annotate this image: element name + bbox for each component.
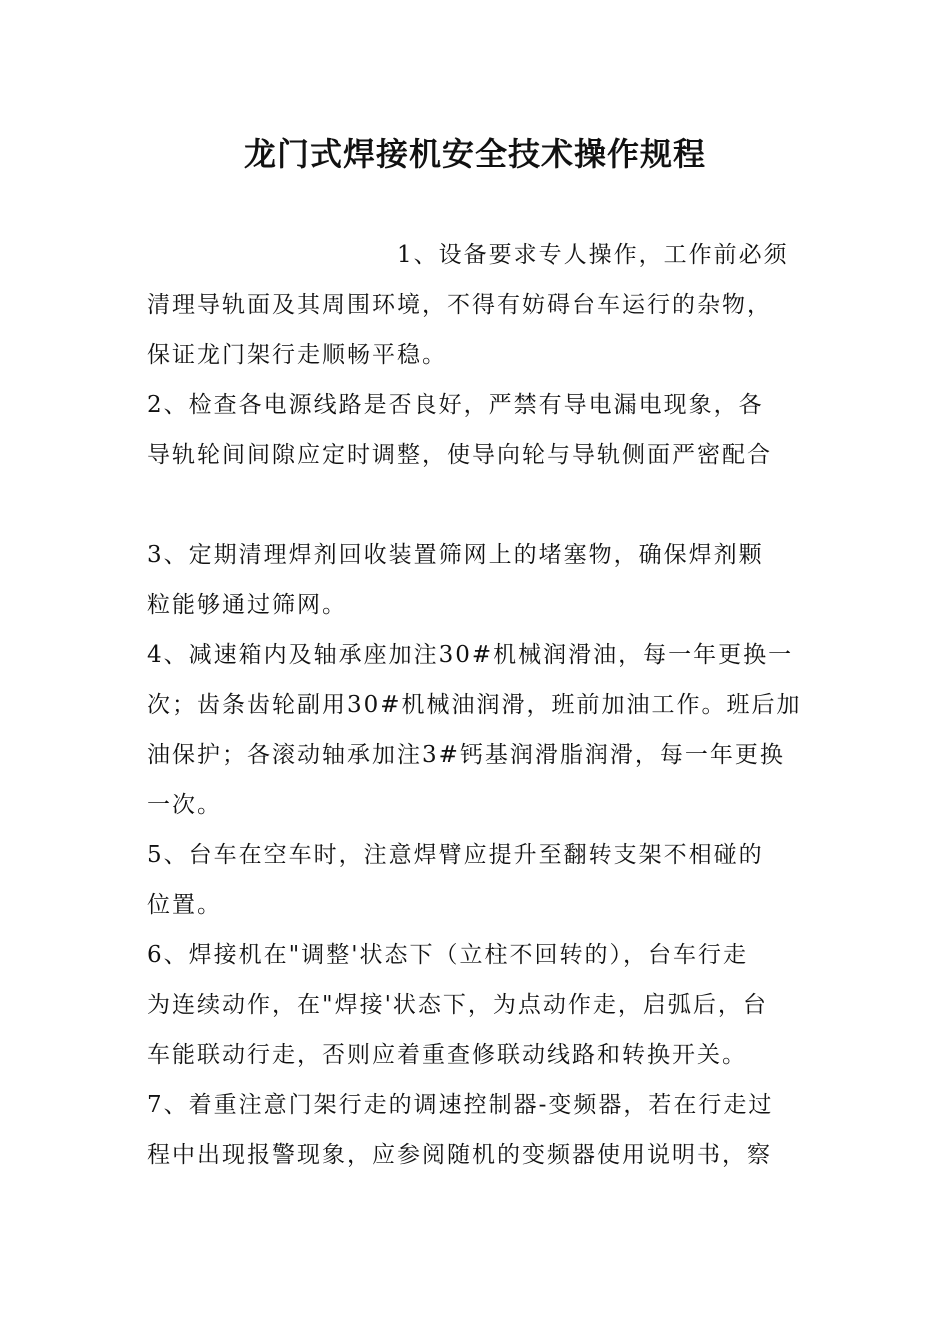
text-line: 一次。 <box>147 792 222 818</box>
text-line: 程中出现报警现象，应参阅随机的变频器使用说明书，察 <box>147 1142 772 1168</box>
text-line: 7、着重注意门架行走的调速控制器-变频器，若在行走过 <box>147 1092 774 1118</box>
text-line: 位置。 <box>147 892 222 918</box>
text-line: 3、定期清理焊剂回收装置筛网上的堵塞物，确保焊剂颗 <box>147 542 764 568</box>
text-line: 1、设备要求专人操作，工作前必须 <box>147 242 789 268</box>
text-line: 车能联动行走，否则应着重查修联动线路和转换开关。 <box>147 1042 747 1068</box>
text-line: 6、焊接机在"调整'状态下（立柱不回转的），台车行走 <box>147 942 749 968</box>
text-line: 清理导轨面及其周围环境，不得有妨碍台车运行的杂物， <box>147 292 772 318</box>
text-line: 5、台车在空车时，注意焊臂应提升至翻转支架不相碰的 <box>147 842 764 868</box>
text-line: 导轨轮间间隙应定时调整，使导向轮与导轨侧面严密配合 <box>147 442 772 468</box>
text-line: 2、检查各电源线路是否良好，严禁有导电漏电现象，各 <box>147 392 764 418</box>
blank-line <box>147 480 807 530</box>
text-line: 为连续动作，在"焊接'状态下，为点动作走，启弧后，台 <box>147 992 768 1018</box>
text-line: 油保护；各滚动轴承加注3#钙基润滑脂润滑，每一年更换 <box>147 742 785 768</box>
text-line: 4、减速箱内及轴承座加注30#机械润滑油，每一年更换一 <box>147 642 794 668</box>
document-title: 龙门式焊接机安全技术操作规程 <box>243 135 706 173</box>
text-line: 次；齿条齿轮副用30#机械油润滑，班前加油工作。班后加 <box>147 692 802 718</box>
document-body <box>147 230 807 1180</box>
text-line: 粒能够通过筛网。 <box>147 592 347 618</box>
text-line: 保证龙门架行走顺畅平稳。 <box>147 342 447 368</box>
